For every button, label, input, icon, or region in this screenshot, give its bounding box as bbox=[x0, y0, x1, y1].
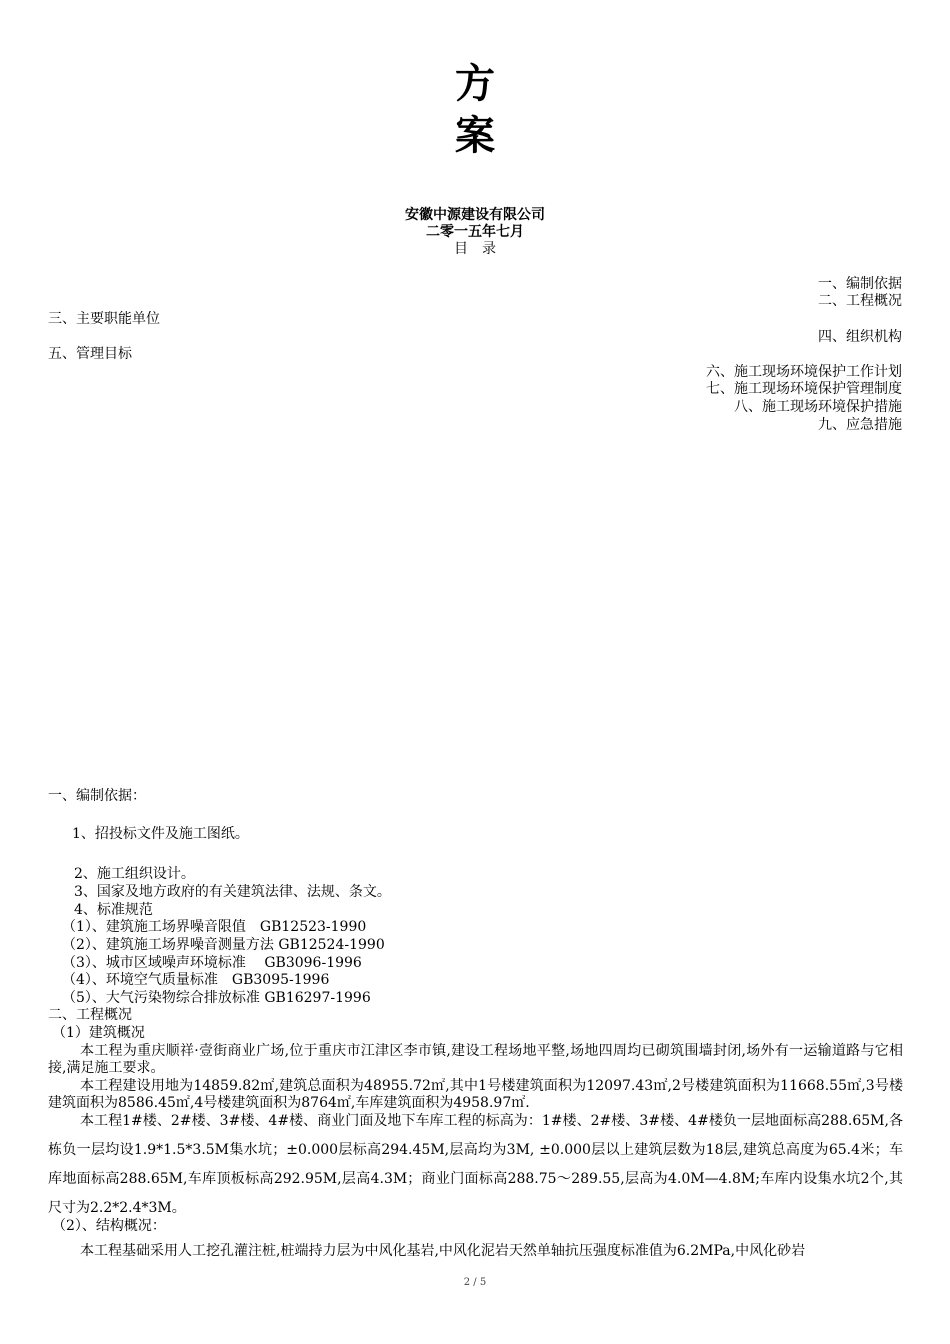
toc-item-4: 四、组织机构 bbox=[818, 329, 902, 345]
section2-heading: 二、工程概况 bbox=[48, 1007, 132, 1023]
document-date: 二零一五年七月 bbox=[426, 224, 524, 240]
paragraph-elevations: 本工程1#楼、2#楼、3#楼、4#楼、商业门面及地下车库工程的标高为：1#楼、2#楼、3#楼、4#楼负一层地面标高288.65M,各栋负一层均设1.9*1.5*3.5M集水坑；±0.000层标高294.45M,层高均为3M, ±0.000层以上建筑层数为18层,建筑总高度为65.4米；车库地面标高288.65M,车库顶板标高292.95M,层高4.3M；商业门面标高288.75～289.55,层高为4.0M—4.8M;车库内设集水坑2个,其尺寸为2.2*2.4*3M。 bbox=[48, 1113, 903, 1216]
toc-item-7: 七、施工现场环境保护管理制度 bbox=[706, 381, 902, 397]
section1-item-1: 1、招投标文件及施工图纸。 bbox=[72, 826, 249, 842]
standard-4: （4）、环境空气质量标准 GB3095-1996 bbox=[62, 972, 330, 988]
toc-item-8: 八、施工现场环境保护措施 bbox=[734, 399, 902, 415]
toc-item-1: 一、编制依据 bbox=[818, 276, 902, 292]
section1-item-4: 4、标准规范 bbox=[74, 902, 153, 918]
toc-item-9: 九、应急措施 bbox=[818, 417, 902, 433]
section1-item-2: 2、施工组织设计。 bbox=[74, 866, 195, 882]
building-overview-heading: （1）建筑概况 bbox=[52, 1025, 145, 1041]
toc-item-6: 六、施工现场环境保护工作计划 bbox=[706, 364, 902, 380]
paragraph-project-location: 本工程为重庆顺祥·壹街商业广场,位于重庆市江津区李市镇,建设工程场地平整,场地四周均已砌筑围墙封闭,场外有一运输道路与它相接,满足施工要求。 bbox=[48, 1043, 903, 1076]
cover-title-line1: 方 bbox=[455, 60, 495, 107]
section1-item-3: 3、国家及地方政府的有关建筑法律、法规、条文。 bbox=[74, 884, 391, 900]
page-number: 2 / 5 bbox=[463, 1277, 487, 1288]
standard-5: （5）、大气污染物综合排放标准 GB16297-1996 bbox=[62, 990, 371, 1006]
toc-item-2: 二、工程概况 bbox=[818, 293, 902, 309]
section1-heading: 一、编制依据： bbox=[48, 788, 146, 804]
paragraph-foundation: 本工程基础采用人工挖孔灌注桩,桩端持力层为中风化基岩,中风化泥岩天然单轴抗压强度标准值为6.2MPa,中风化砂岩 bbox=[80, 1243, 806, 1259]
company-name: 安徽中源建设有限公司 bbox=[405, 207, 545, 223]
standard-1: （1）、建筑施工场界噪音限值 GB12523-1990 bbox=[62, 919, 367, 935]
cover-title-line2: 案 bbox=[455, 112, 495, 159]
toc-heading: 目 录 bbox=[454, 241, 496, 257]
standard-3: （3）、城市区域噪声环境标准 GB3096-1996 bbox=[62, 955, 362, 971]
structure-overview-heading: （2）、结构概况： bbox=[52, 1218, 166, 1234]
paragraph-building-area: 本工程建设用地为14859.82㎡,建筑总面积为48955.72㎡,其中1号楼建筑面积为12097.43㎡,2号楼建筑面积为11668.55㎡,3号楼建筑面积为8586.45㎡,4号楼建筑面积为8764㎡,车库建筑面积为4958.97㎡. bbox=[48, 1078, 903, 1111]
standard-2: （2）、建筑施工场界噪音测量方法 GB12524-1990 bbox=[62, 937, 385, 953]
toc-item-5: 五、管理目标 bbox=[48, 346, 132, 362]
toc-item-3: 三、主要职能单位 bbox=[48, 311, 160, 327]
